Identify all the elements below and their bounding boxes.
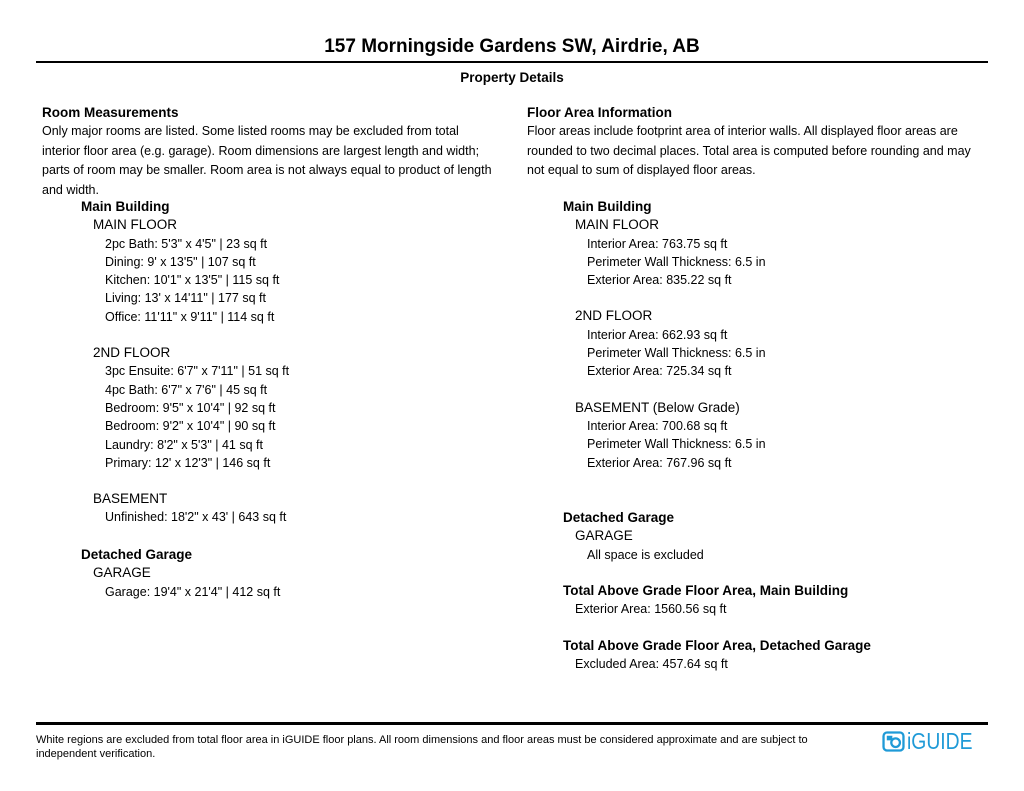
floor-name: MAIN FLOOR [575, 217, 660, 233]
building-name: Detached Garage [563, 510, 675, 525]
total-value-line: Exterior Area: 1560.56 sq ft [575, 602, 727, 617]
floor-area-heading: Floor Area Information [527, 105, 673, 120]
page-title: 157 Morningside Gardens SW, Airdrie, AB [324, 36, 700, 57]
room-line: Living: 13' x 14'11" | 177 sq ft [105, 291, 266, 306]
total-value-line: Excluded Area: 457.64 sq ft [575, 657, 728, 672]
area-line: Perimeter Wall Thickness: 6.5 in [587, 254, 766, 269]
iguide-logo [882, 729, 985, 753]
floor-block [81, 216, 289, 326]
total-heading: Total Above Grade Floor Area, Main Building [563, 583, 849, 598]
floor-block [563, 527, 704, 564]
floor-name: GARAGE [575, 528, 633, 544]
room-measurements-main-building [81, 198, 289, 527]
room-line: Primary: 12' x 12'3" | 146 sq ft [105, 455, 271, 470]
building-name: Main Building [563, 199, 652, 214]
room-line: 2pc Bath: 5'3" x 4'5" | 23 sq ft [105, 236, 268, 251]
room-line: Unfinished: 18'2" x 43' | 643 sq ft [105, 510, 287, 525]
footer-divider [36, 722, 988, 725]
floor-name: BASEMENT [93, 491, 168, 507]
floor-block [563, 399, 766, 472]
area-line: Exterior Area: 767.96 sq ft [587, 455, 732, 470]
room-measurements-detached-garage [81, 546, 280, 601]
room-line: Laundry: 8'2" x 5'3" | 41 sq ft [105, 437, 263, 452]
total-above-grade-detached-garage [563, 637, 871, 674]
floor-block [81, 490, 289, 527]
floor-block [81, 344, 289, 472]
area-line: Perimeter Wall Thickness: 6.5 in [587, 437, 766, 452]
iguide-camera-icon [882, 730, 905, 753]
floor-block [563, 307, 766, 380]
building-name: Detached Garage [81, 547, 193, 562]
iguide-logo-text: iGUIDE [907, 728, 973, 754]
room-line: Kitchen: 10'1" x 13'5" | 115 sq ft [105, 273, 280, 288]
area-line: All space is excluded [587, 547, 704, 562]
room-line: Dining: 9' x 13'5" | 107 sq ft [105, 254, 256, 269]
footer-disclaimer: White regions are excluded from total floor area in iGUIDE floor plans. All room dimensions and floor areas must be considered approximate and are subject to independent verification. [36, 734, 808, 760]
floor-name: GARAGE [93, 565, 151, 581]
floor-name: BASEMENT (Below Grade) [575, 399, 740, 415]
floor-block [81, 564, 280, 601]
room-line: Bedroom: 9'2" x 10'4" | 90 sq ft [105, 419, 276, 434]
floor-block [563, 216, 766, 289]
total-above-grade-main-building [563, 582, 848, 619]
area-line: Perimeter Wall Thickness: 6.5 in [587, 346, 766, 361]
floor-area-description: Floor areas include footprint area of interior walls. All displayed floor areas are rounded to two decimal places. Total area is computed before rounding and may not equal to sum of displayed floor areas. [527, 124, 971, 178]
floor-name: 2ND FLOOR [93, 345, 171, 361]
floor-area-detached-garage [563, 509, 704, 564]
floor-name: MAIN FLOOR [93, 217, 178, 233]
floor-name: 2ND FLOOR [575, 308, 653, 324]
header-divider [36, 61, 988, 63]
page-subtitle: Property Details [460, 70, 564, 85]
room-line: 4pc Bath: 6'7" x 7'6" | 45 sq ft [105, 382, 268, 397]
area-line: Interior Area: 763.75 sq ft [587, 236, 728, 251]
total-heading: Total Above Grade Floor Area, Detached Garage [563, 638, 871, 653]
area-line: Interior Area: 700.68 sq ft [587, 418, 728, 433]
room-measurements-description: Only major rooms are listed. Some listed rooms may be excluded from total interior floor area (e.g. garage). Room dimensions are largest length and width; parts of room may be smaller. Room area is not always equal to product of length and width. [42, 124, 492, 197]
room-line: 3pc Ensuite: 6'7" x 7'11" | 51 sq ft [105, 364, 290, 379]
room-measurements-heading: Room Measurements [42, 105, 179, 120]
room-line: Bedroom: 9'5" x 10'4" | 92 sq ft [105, 400, 276, 415]
room-line: Office: 11'11" x 9'11" | 114 sq ft [105, 309, 275, 324]
area-line: Exterior Area: 835.22 sq ft [587, 273, 732, 288]
building-name: Main Building [81, 199, 170, 214]
room-line: Garage: 19'4" x 21'4" | 412 sq ft [105, 584, 281, 599]
floor-area-main-building [563, 198, 766, 472]
area-line: Interior Area: 662.93 sq ft [587, 327, 728, 342]
area-line: Exterior Area: 725.34 sq ft [587, 364, 732, 379]
